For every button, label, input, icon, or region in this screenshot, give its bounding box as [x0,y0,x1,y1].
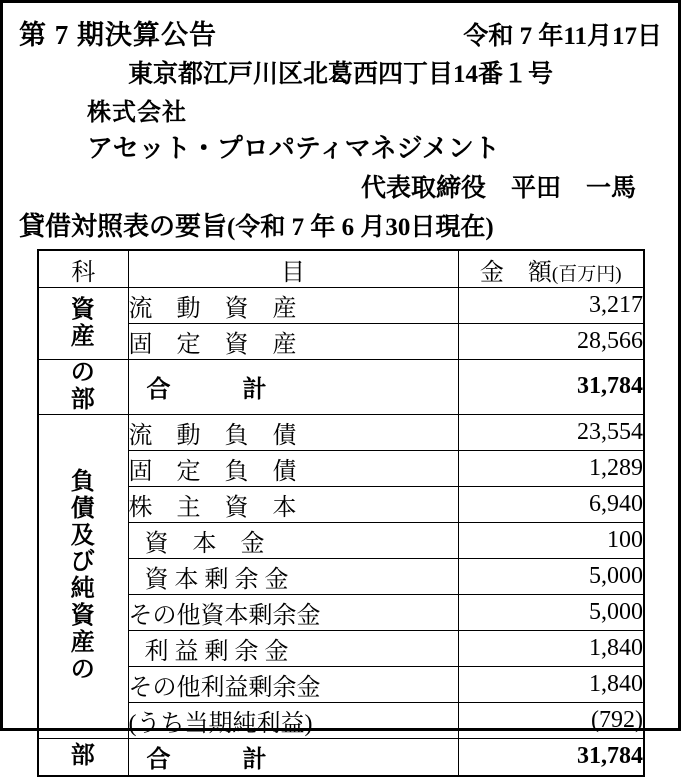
table-row [38,450,644,486]
liabilities-item-1: 固 定 負 債 [128,450,458,486]
column-header-item: 目 [128,250,458,288]
liabilities-total-value: 31,784 [458,738,644,776]
liabilities-value-0: 23,554 [458,414,644,450]
table-row [38,702,644,738]
company-address: 東京都江戸川区北葛西四丁目14番１号 [127,61,553,88]
table-row [38,522,644,558]
table-row [38,414,644,450]
assets-total-label: 合 計 [128,360,458,415]
liabilities-value-4: 5,000 [458,558,644,594]
liabilities-category-label: 負 債 及 び 純 資 産 の [38,414,128,738]
assets-item-1: 固 定 資 産 [128,324,458,360]
liabilities-value-5: 5,000 [458,594,644,630]
liabilities-value-8: (792) [458,702,644,738]
liabilities-item-2: 株 主 資 本 [128,486,458,522]
publication-date: 令和 7 年11月17日 [463,23,662,50]
liabilities-item-3: 資 本 金 [128,522,458,558]
assets-total-row [38,360,644,415]
amount-unit: (百万円) [551,263,622,285]
column-header-amount [458,250,644,288]
liabilities-value-3: 100 [458,522,644,558]
amount-label: 金 額 [479,259,552,286]
table-row [38,558,644,594]
table-header-row [38,250,644,288]
assets-total-value: 31,784 [458,360,644,415]
table-row [38,288,644,324]
table-row [38,594,644,630]
liabilities-value-2: 6,940 [458,486,644,522]
liabilities-item-8: (うち当期純利益) [128,702,458,738]
liabilities-item-7: その他利益剰余金 [128,666,458,702]
column-header-category: 科 [38,250,128,288]
table-row [38,486,644,522]
liabilities-category-label-2: 部 [38,738,128,776]
balance-sheet-title-row [19,206,662,243]
page-title: 第 7 期決算公告 [19,20,217,50]
assets-category-label-2: の 部 [38,360,128,415]
liabilities-item-0: 流 動 負 債 [128,414,458,450]
liabilities-value-6: 1,840 [458,630,644,666]
table-row [38,666,644,702]
assets-value-1: 28,566 [458,324,644,360]
liabilities-total-row [38,738,644,776]
liabilities-value-7: 1,840 [458,666,644,702]
assets-value-0: 3,217 [458,288,644,324]
company-name: アセット・プロパティマネジメント [87,134,500,163]
balance-sheet-table [37,249,645,777]
assets-item-0: 流 動 資 産 [128,288,458,324]
table-row [38,630,644,666]
table-row [38,324,644,360]
liabilities-item-5: その他資本剰余金 [128,594,458,630]
liabilities-item-4: 資 本 剰 余 金 [128,558,458,594]
header-row [19,13,662,52]
liabilities-total-label: 合 計 [128,738,458,776]
balance-sheet-title: 貸借対照表の要旨 [19,212,228,241]
company-type: 株式会社 [87,100,187,126]
liabilities-value-1: 1,289 [458,450,644,486]
liabilities-item-6: 利 益 剰 余 金 [128,630,458,666]
assets-category-label: 資 産 [38,288,128,360]
representative-name: 代表取締役 平田 一馬 [360,175,636,202]
balance-sheet-date: (令和 7 年 6 月30日現在) [227,214,494,241]
